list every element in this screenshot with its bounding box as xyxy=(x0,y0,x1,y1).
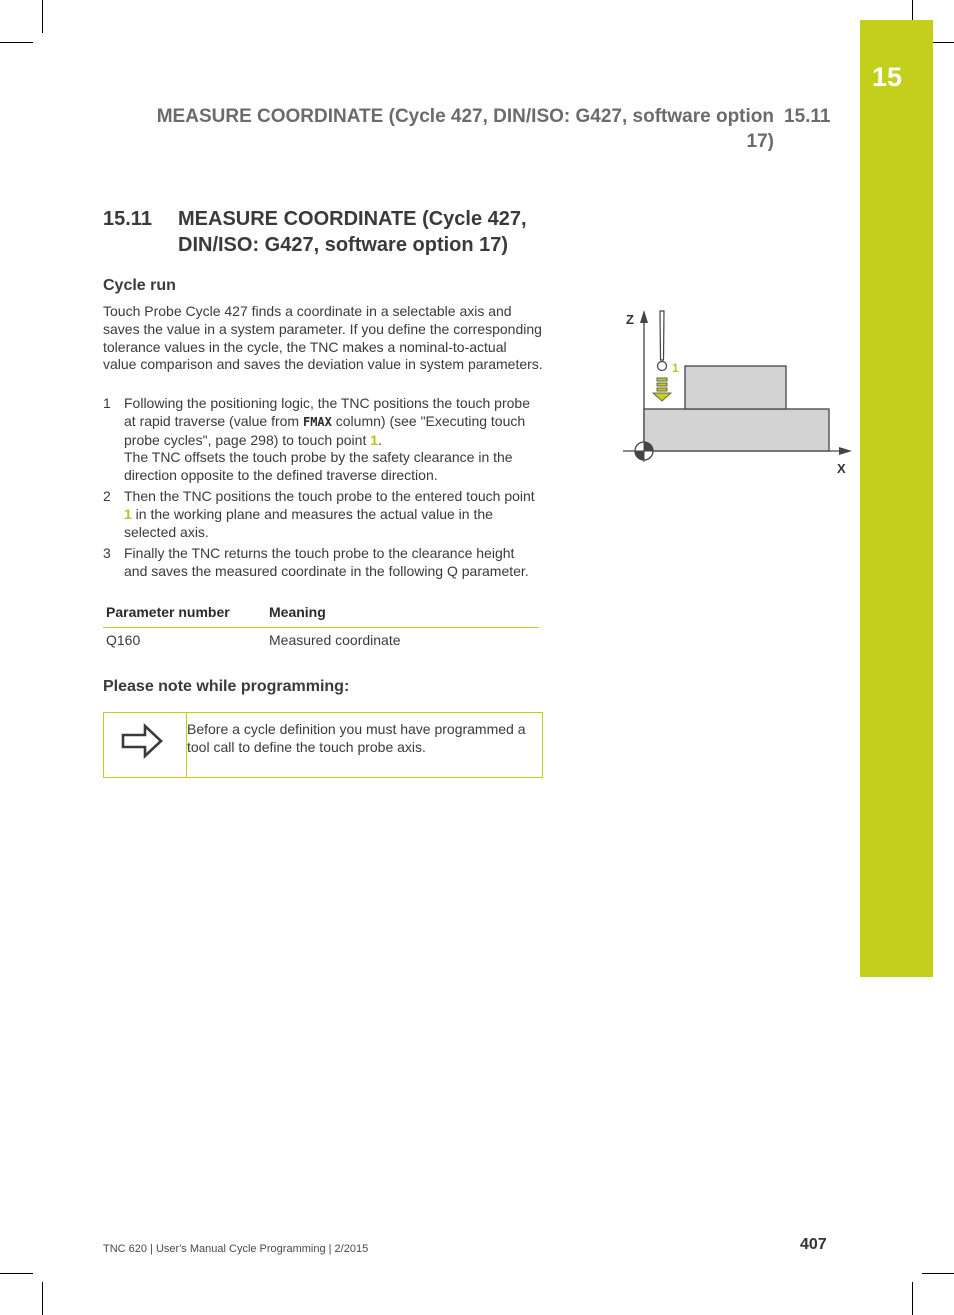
touch-probe xyxy=(660,311,664,360)
section-number: 15.11 xyxy=(103,208,152,230)
table-header-parameter: Parameter number xyxy=(106,604,230,620)
touch-point-label: 1 xyxy=(672,361,679,375)
chapter-number: 15 xyxy=(871,62,903,92)
probe-ball xyxy=(658,362,667,371)
table-cell-parameter: Q160 xyxy=(106,632,141,648)
fmax-code: FMAX xyxy=(302,414,332,429)
list-item-number: 3 xyxy=(103,545,111,561)
crop-mark xyxy=(0,42,33,43)
axis-z-label: Z xyxy=(626,312,634,327)
cycle-run-heading: Cycle run xyxy=(103,277,176,294)
running-header-line2: 17) xyxy=(746,131,774,152)
step-text: in the working plane and measures the actual value in the selected axis. xyxy=(124,505,493,540)
running-header-section-number: 15.11 xyxy=(784,106,831,127)
table-header-meaning: Meaning xyxy=(269,604,326,620)
workpiece-step xyxy=(685,366,786,409)
z-axis-arrowhead xyxy=(640,310,648,323)
step-text: . xyxy=(378,431,382,448)
step-text: Following the positioning logic, the TNC positions the touch probe at rapid traverse (value from xyxy=(124,395,530,429)
page-number: 407 xyxy=(800,1236,827,1253)
crop-mark xyxy=(912,1282,913,1315)
table-cell-meaning: Measured coordinate xyxy=(269,632,401,648)
running-header-title xyxy=(157,104,774,154)
running-header-line1: MEASURE COORDINATE (Cycle 427, DIN/ISO: G427, software option xyxy=(156,106,774,127)
cycle-run-intro: Touch Probe Cycle 427 finds a coordinate in a selectable axis and saves the value in a system parameter. If you define the corresponding tolerance values in the cycle, the TNC makes a nominal-to-actual value comparison and saves the deviation value in system parameters. xyxy=(103,303,543,373)
workpiece-base xyxy=(644,409,829,451)
crop-mark xyxy=(0,1273,33,1274)
programming-note-heading: Please note while programming: xyxy=(103,678,350,695)
section-heading: MEASURE COORDINATE (Cycle 427, DIN/ISO: G427, software option 17) xyxy=(178,208,527,256)
note-text: Before a cycle definition you must have programmed a tool call to define the touch probe axis. xyxy=(187,721,526,755)
x-axis-arrowhead xyxy=(839,447,852,455)
list-item-text: Finally the TNC returns the touch probe to the clearance height and saves the measured coordinate in the following Q parameter. xyxy=(124,545,529,579)
list-item-number: 2 xyxy=(103,488,111,504)
crop-mark xyxy=(922,1273,954,1274)
list-item-text xyxy=(124,488,539,541)
touch-point-ref: 1 xyxy=(370,431,379,448)
approach-arrow xyxy=(653,393,671,401)
arrow-right-icon xyxy=(120,723,164,764)
step-text: The TNC offsets the touch probe by the safety clearance in the direction opposite to the defined traverse direction. xyxy=(124,449,513,484)
list-item-text xyxy=(124,395,539,485)
table-rule xyxy=(103,627,539,628)
list-item-number: 1 xyxy=(103,395,111,411)
note-box xyxy=(103,712,543,778)
step-text: column) (see "Executing touch probe cycles", page 298) to touch point xyxy=(124,412,526,448)
probe-diagram xyxy=(620,305,860,480)
crop-mark xyxy=(42,0,43,33)
footer-text: TNC 620 | User's Manual Cycle Programming | 2/2015 xyxy=(103,1243,369,1255)
touch-point-ref: 1 xyxy=(124,505,132,522)
axis-x-label: X xyxy=(837,461,846,476)
crop-mark xyxy=(42,1282,43,1315)
chapter-tab xyxy=(860,20,933,977)
step-text: Then the TNC positions the touch probe to the entered touch point xyxy=(124,488,535,504)
